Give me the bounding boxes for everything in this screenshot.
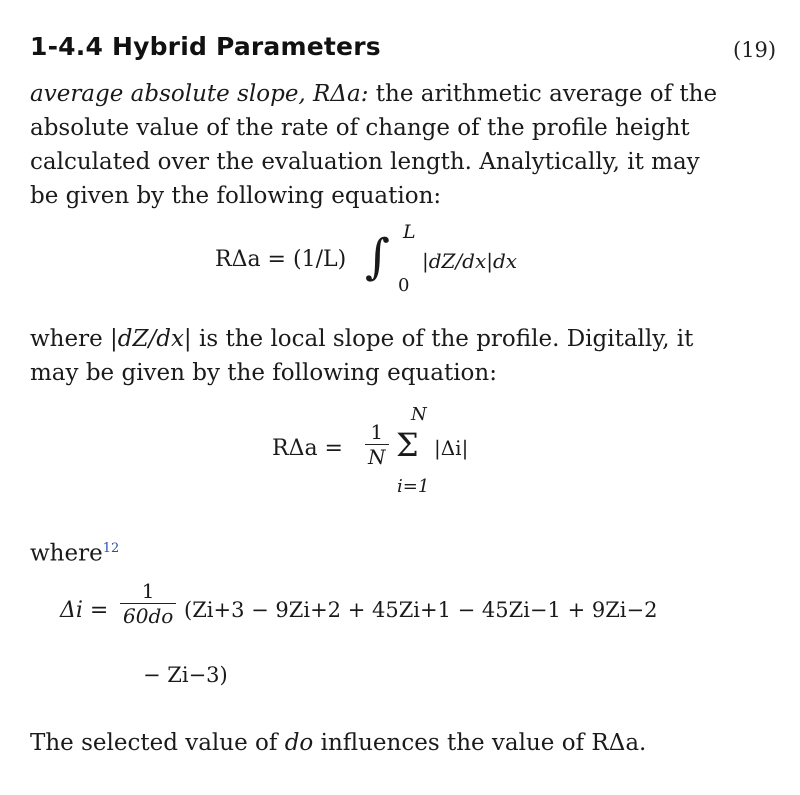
definition-line-3: calculated over the evaluation length. Analytically, it may bbox=[30, 149, 700, 175]
closing-variable: do bbox=[284, 730, 314, 756]
summand: |Δi| bbox=[434, 436, 469, 460]
sum-equation bbox=[272, 400, 532, 510]
integral-upper-limit: L bbox=[403, 221, 416, 243]
slope-line-1 bbox=[30, 322, 693, 356]
integrand: |dZ/dx|dx bbox=[422, 249, 518, 273]
closing-prefix: The selected value of bbox=[30, 730, 285, 756]
closing-sentence bbox=[30, 726, 646, 760]
sum-fraction-denominator: N bbox=[365, 444, 389, 469]
slope-line-1-text: is the local slope of the profile. Digitally, it bbox=[191, 326, 694, 352]
integral-equation-lhs: RΔa = (1/L) bbox=[215, 247, 347, 272]
where-text: where bbox=[30, 540, 103, 567]
where-with-footnote bbox=[30, 532, 119, 571]
section-heading: 1-4.4 Hybrid Parameters bbox=[30, 32, 381, 61]
delta-equation-lhs: Δi = bbox=[60, 598, 109, 623]
delta-fraction-numerator: 1 bbox=[141, 579, 155, 603]
integral-sign: ∫ bbox=[365, 229, 391, 285]
integral-equation bbox=[215, 221, 575, 305]
slope-paragraph bbox=[30, 322, 693, 390]
sum-sign: Σ bbox=[396, 426, 419, 464]
sum-equation-fraction bbox=[365, 420, 389, 469]
equation-number: (19) bbox=[733, 38, 777, 62]
delta-equation bbox=[60, 576, 740, 696]
sum-upper-limit: N bbox=[411, 404, 427, 425]
footnote-marker: 12 bbox=[102, 541, 120, 556]
slope-line-2: may be given by the following equation: bbox=[30, 360, 497, 386]
sum-fraction-numerator: 1 bbox=[370, 420, 384, 444]
definition-line-1 bbox=[30, 77, 717, 111]
sum-lower-limit: i=1 bbox=[397, 476, 430, 497]
delta-fraction bbox=[120, 579, 176, 628]
definition-line-1-text: the arithmetic average of the bbox=[368, 81, 718, 107]
delta-fraction-denominator: 60do bbox=[120, 603, 176, 628]
sum-equation-lhs: RΔa = bbox=[272, 436, 343, 461]
definition-paragraph bbox=[30, 77, 717, 213]
definition-term: average absolute slope, RΔa: bbox=[30, 81, 369, 107]
definition-line-2: absolute value of the rate of change of the profile height bbox=[30, 115, 690, 141]
definition-line-4: be given by the following equation: bbox=[30, 183, 442, 209]
closing-suffix: influences the value of RΔa. bbox=[313, 730, 647, 756]
where-word: where bbox=[30, 326, 111, 352]
slope-expression: |dZ/dx| bbox=[110, 326, 192, 352]
integral-lower-limit: 0 bbox=[398, 275, 410, 296]
delta-rhs-line-2: − Zi−3) bbox=[143, 663, 228, 687]
delta-rhs-line-1: (Zi+3 − 9Zi+2 + 45Zi+1 − 45Zi−1 + 9Zi−2 bbox=[184, 598, 658, 622]
